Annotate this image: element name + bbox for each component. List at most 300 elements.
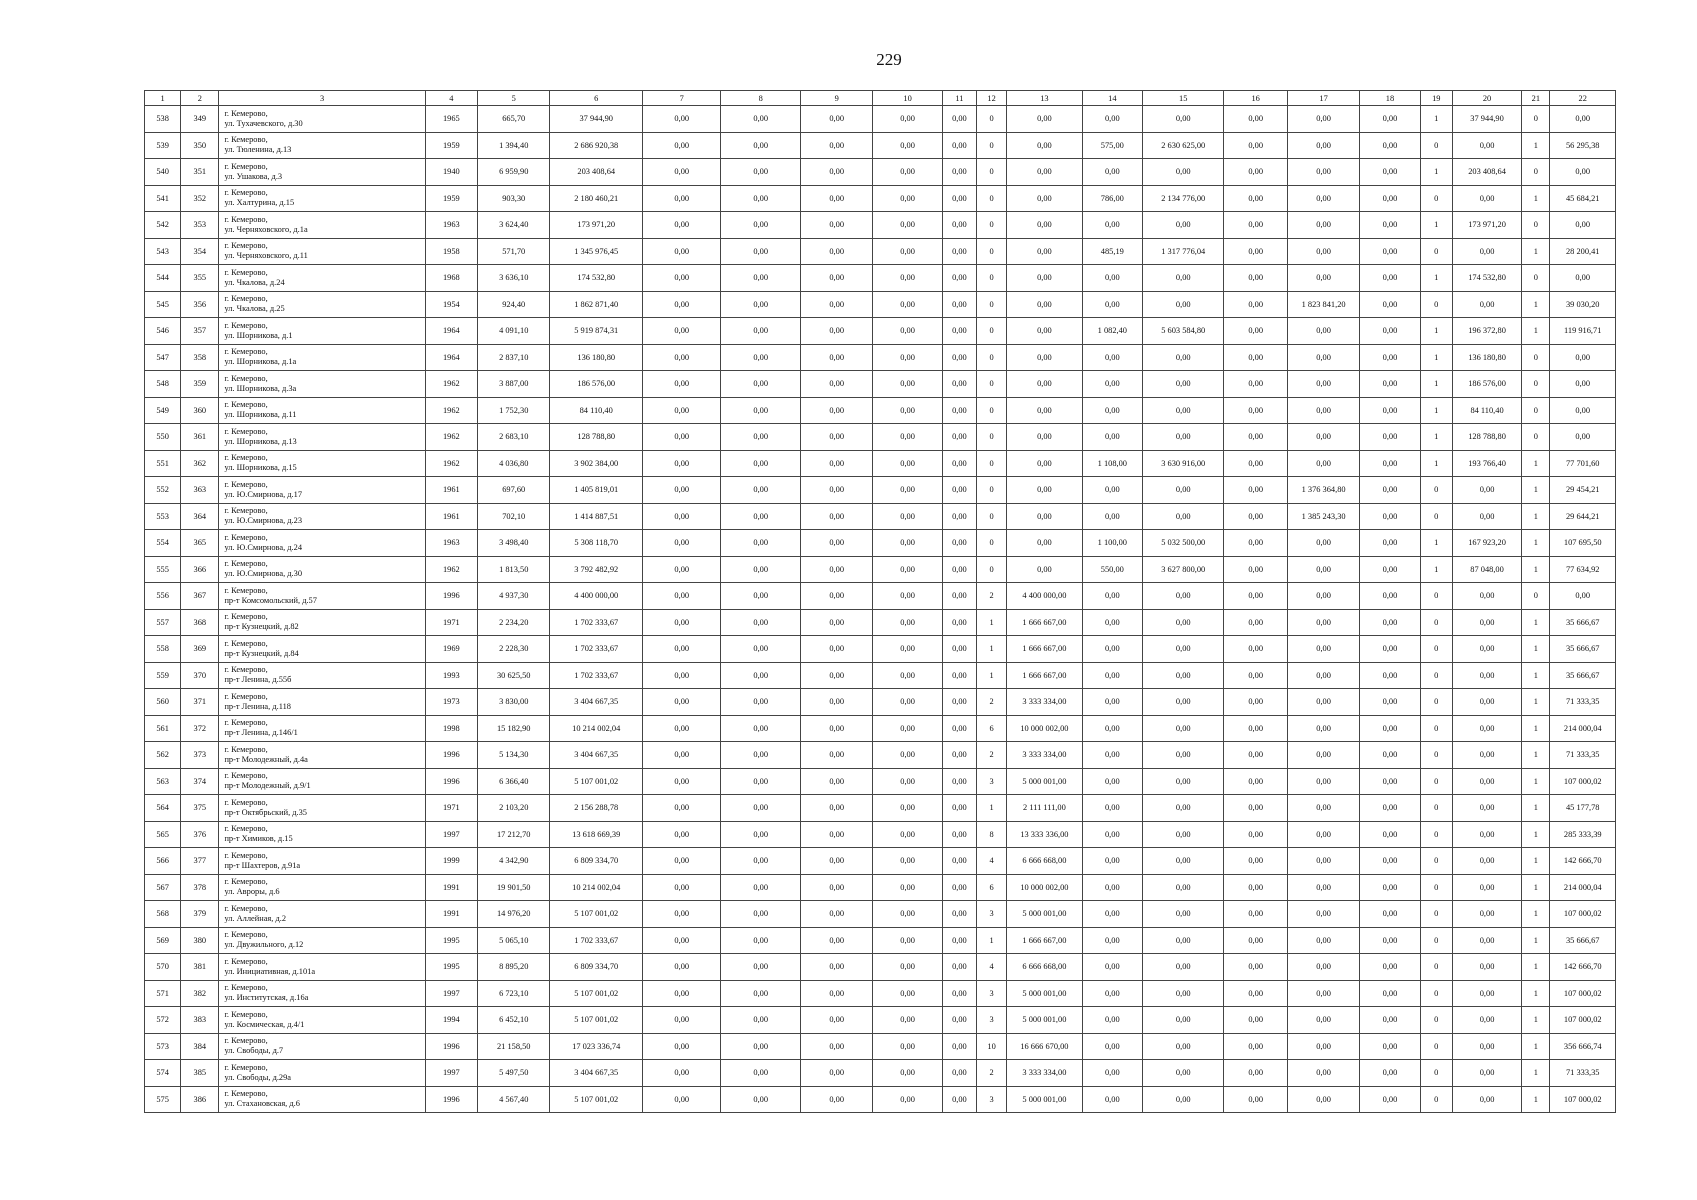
cell-col-8: 0,00 <box>721 318 800 345</box>
cell-col-19: 1 <box>1420 212 1452 239</box>
address-street: ул. Свободы, д.7 <box>224 1046 284 1056</box>
address-cell <box>219 768 425 795</box>
cell-col-11: 0,00 <box>942 185 976 212</box>
address-cell <box>219 503 425 530</box>
address-street: ул. Тюленина, д.13 <box>224 145 292 155</box>
cell-col-11: 0,00 <box>942 980 976 1007</box>
cell-col-8: 0,00 <box>721 927 800 954</box>
cell-col-2: 381 <box>181 954 219 981</box>
cell-col-4: 1969 <box>425 636 477 663</box>
cell-col-8: 0,00 <box>721 424 800 451</box>
cell-col-16: 0,00 <box>1224 980 1287 1007</box>
column-header: 1 <box>145 91 181 106</box>
address-city: г. Кемерово, <box>224 824 268 834</box>
cell-col-1: 572 <box>145 1007 181 1034</box>
cell-col-17: 0,00 <box>1287 609 1359 636</box>
cell-col-21: 1 <box>1522 609 1550 636</box>
cell-col-9: 0,00 <box>800 795 872 822</box>
cell-col-10: 0,00 <box>873 901 942 928</box>
cell-col-14: 0,00 <box>1082 874 1142 901</box>
cell-col-5: 21 158,50 <box>478 1033 550 1060</box>
cell-col-20: 87 048,00 <box>1452 556 1521 583</box>
cell-col-7: 0,00 <box>643 477 721 504</box>
cell-col-21: 1 <box>1522 450 1550 477</box>
address-street: ул. Свободы, д.29а <box>224 1072 292 1082</box>
address-street: ул. Аллейная, д.2 <box>224 913 287 923</box>
cell-col-17: 0,00 <box>1287 238 1359 265</box>
cell-col-13: 5 000 001,00 <box>1007 980 1082 1007</box>
cell-col-8: 0,00 <box>721 689 800 716</box>
table-row <box>145 1007 1616 1034</box>
cell-col-21: 1 <box>1522 477 1550 504</box>
cell-col-19: 1 <box>1420 371 1452 398</box>
column-header: 9 <box>800 91 872 106</box>
cell-col-9: 0,00 <box>800 556 872 583</box>
cell-col-20: 174 532,80 <box>1452 265 1521 292</box>
address-street: пр-т Молодежный, д.4а <box>224 754 308 764</box>
cell-col-19: 1 <box>1420 344 1452 371</box>
address-city: г. Кемерово, <box>224 506 268 516</box>
cell-col-13: 1 666 667,00 <box>1007 927 1082 954</box>
address-cell <box>219 927 425 954</box>
cell-col-19: 0 <box>1420 768 1452 795</box>
cell-col-7: 0,00 <box>643 1033 721 1060</box>
cell-col-7: 0,00 <box>643 715 721 742</box>
cell-col-16: 0,00 <box>1224 106 1287 133</box>
cell-col-5: 14 976,20 <box>478 901 550 928</box>
cell-col-9: 0,00 <box>800 1033 872 1060</box>
cell-col-11: 0,00 <box>942 689 976 716</box>
cell-col-1: 564 <box>145 795 181 822</box>
cell-col-8: 0,00 <box>721 1007 800 1034</box>
cell-col-12: 0 <box>977 477 1007 504</box>
cell-col-9: 0,00 <box>800 159 872 186</box>
cell-col-9: 0,00 <box>800 530 872 557</box>
cell-col-22: 45 177,78 <box>1550 795 1616 822</box>
cell-col-20: 0,00 <box>1452 238 1521 265</box>
cell-col-8: 0,00 <box>721 848 800 875</box>
cell-col-12: 0 <box>977 106 1007 133</box>
cell-col-17: 0,00 <box>1287 344 1359 371</box>
cell-col-11: 0,00 <box>942 1007 976 1034</box>
cell-col-9: 0,00 <box>800 1086 872 1113</box>
address-cell <box>219 106 425 133</box>
cell-col-9: 0,00 <box>800 477 872 504</box>
address-street: ул. Ю.Смирнова, д.17 <box>224 489 303 499</box>
cell-col-9: 0,00 <box>800 132 872 159</box>
cell-col-12: 3 <box>977 980 1007 1007</box>
cell-col-22: 107 000,02 <box>1550 980 1616 1007</box>
address-cell <box>219 212 425 239</box>
cell-col-10: 0,00 <box>873 159 942 186</box>
cell-col-22: 0,00 <box>1550 371 1616 398</box>
address-street: ул. Ю.Смирнова, д.23 <box>224 516 303 526</box>
cell-col-16: 0,00 <box>1224 371 1287 398</box>
cell-col-19: 0 <box>1420 715 1452 742</box>
cell-col-22: 214 000,04 <box>1550 874 1616 901</box>
cell-col-22: 356 666,74 <box>1550 1033 1616 1060</box>
cell-col-2: 362 <box>181 450 219 477</box>
cell-col-2: 349 <box>181 106 219 133</box>
cell-col-14: 1 100,00 <box>1082 530 1142 557</box>
cell-col-1: 538 <box>145 106 181 133</box>
cell-col-13: 10 000 002,00 <box>1007 715 1082 742</box>
cell-col-7: 0,00 <box>643 821 721 848</box>
cell-col-1: 561 <box>145 715 181 742</box>
cell-col-7: 0,00 <box>643 344 721 371</box>
cell-col-12: 1 <box>977 662 1007 689</box>
cell-col-13: 0,00 <box>1007 397 1082 424</box>
address-cell <box>219 424 425 451</box>
cell-col-2: 351 <box>181 159 219 186</box>
cell-col-17: 1 385 243,30 <box>1287 503 1359 530</box>
table-row <box>145 980 1616 1007</box>
cell-col-14: 0,00 <box>1082 954 1142 981</box>
cell-col-15: 0,00 <box>1143 265 1224 292</box>
table-row <box>145 689 1616 716</box>
cell-col-14: 0,00 <box>1082 291 1142 318</box>
cell-col-21: 1 <box>1522 954 1550 981</box>
address-city: г. Кемерово, <box>224 585 268 595</box>
cell-col-6: 173 971,20 <box>550 212 643 239</box>
address-street: ул. Халтурина, д.15 <box>224 198 295 208</box>
cell-col-22: 107 000,02 <box>1550 901 1616 928</box>
cell-col-1: 559 <box>145 662 181 689</box>
cell-col-5: 702,10 <box>478 503 550 530</box>
cell-col-9: 0,00 <box>800 609 872 636</box>
table-row <box>145 954 1616 981</box>
cell-col-18: 0,00 <box>1360 609 1420 636</box>
cell-col-20: 196 372,80 <box>1452 318 1521 345</box>
cell-col-19: 0 <box>1420 795 1452 822</box>
cell-col-8: 0,00 <box>721 1033 800 1060</box>
cell-col-21: 0 <box>1522 106 1550 133</box>
header-row <box>145 91 1616 106</box>
cell-col-14: 575,00 <box>1082 132 1142 159</box>
cell-col-8: 0,00 <box>721 795 800 822</box>
cell-col-20: 0,00 <box>1452 848 1521 875</box>
cell-col-15: 0,00 <box>1143 1086 1224 1113</box>
cell-col-4: 1996 <box>425 1033 477 1060</box>
address-city: г. Кемерово, <box>224 108 268 118</box>
address-street: пр-т Ленина, д.118 <box>224 701 291 711</box>
cell-col-9: 0,00 <box>800 821 872 848</box>
cell-col-4: 1994 <box>425 1007 477 1034</box>
cell-col-20: 0,00 <box>1452 662 1521 689</box>
address-street: ул. Авроры, д.6 <box>224 887 280 897</box>
cell-col-13: 0,00 <box>1007 212 1082 239</box>
column-header: 15 <box>1143 91 1224 106</box>
address-street: пр-т Ленина, д.146/1 <box>224 728 298 738</box>
cell-col-12: 6 <box>977 715 1007 742</box>
address-city: г. Кемерово, <box>224 400 268 410</box>
cell-col-6: 3 902 384,00 <box>550 450 643 477</box>
cell-col-15: 0,00 <box>1143 344 1224 371</box>
cell-col-10: 0,00 <box>873 397 942 424</box>
cell-col-19: 1 <box>1420 556 1452 583</box>
cell-col-17: 0,00 <box>1287 742 1359 769</box>
cell-col-8: 0,00 <box>721 238 800 265</box>
address-street: ул. Институтская, д.16а <box>224 993 309 1003</box>
cell-col-13: 0,00 <box>1007 344 1082 371</box>
cell-col-14: 0,00 <box>1082 1086 1142 1113</box>
address-city: г. Кемерово, <box>224 1036 268 1046</box>
cell-col-19: 1 <box>1420 265 1452 292</box>
cell-col-11: 0,00 <box>942 609 976 636</box>
cell-col-16: 0,00 <box>1224 503 1287 530</box>
cell-col-22: 285 333,39 <box>1550 821 1616 848</box>
cell-col-20: 0,00 <box>1452 132 1521 159</box>
cell-col-22: 107 000,02 <box>1550 1086 1616 1113</box>
cell-col-14: 0,00 <box>1082 715 1142 742</box>
column-header: 18 <box>1360 91 1420 106</box>
cell-col-4: 1940 <box>425 159 477 186</box>
cell-col-22: 0,00 <box>1550 159 1616 186</box>
cell-col-5: 3 887,00 <box>478 371 550 398</box>
cell-col-18: 0,00 <box>1360 185 1420 212</box>
table-row <box>145 742 1616 769</box>
cell-col-4: 1999 <box>425 848 477 875</box>
cell-col-4: 1965 <box>425 106 477 133</box>
address-street: ул. Черняховского, д.11 <box>224 251 308 261</box>
cell-col-18: 0,00 <box>1360 848 1420 875</box>
cell-col-4: 1961 <box>425 503 477 530</box>
cell-col-13: 13 333 336,00 <box>1007 821 1082 848</box>
cell-col-20: 0,00 <box>1452 636 1521 663</box>
cell-col-9: 0,00 <box>800 397 872 424</box>
column-header: 19 <box>1420 91 1452 106</box>
cell-col-10: 0,00 <box>873 556 942 583</box>
cell-col-14: 0,00 <box>1082 1060 1142 1087</box>
cell-col-6: 5 107 001,02 <box>550 1086 643 1113</box>
cell-col-15: 0,00 <box>1143 715 1224 742</box>
cell-col-4: 1962 <box>425 450 477 477</box>
address-cell <box>219 583 425 610</box>
cell-col-22: 214 000,04 <box>1550 715 1616 742</box>
cell-col-22: 29 454,21 <box>1550 477 1616 504</box>
table-row <box>145 874 1616 901</box>
cell-col-20: 0,00 <box>1452 715 1521 742</box>
cell-col-16: 0,00 <box>1224 742 1287 769</box>
cell-col-14: 0,00 <box>1082 636 1142 663</box>
cell-col-21: 1 <box>1522 662 1550 689</box>
cell-col-6: 136 180,80 <box>550 344 643 371</box>
cell-col-2: 353 <box>181 212 219 239</box>
table-row <box>145 1033 1616 1060</box>
cell-col-21: 1 <box>1522 715 1550 742</box>
cell-col-4: 1958 <box>425 238 477 265</box>
address-cell <box>219 291 425 318</box>
address-city: г. Кемерово, <box>224 930 268 940</box>
cell-col-12: 1 <box>977 927 1007 954</box>
cell-col-20: 0,00 <box>1452 1060 1521 1087</box>
cell-col-17: 0,00 <box>1287 768 1359 795</box>
cell-col-11: 0,00 <box>942 344 976 371</box>
cell-col-9: 0,00 <box>800 265 872 292</box>
cell-col-15: 0,00 <box>1143 848 1224 875</box>
cell-col-18: 0,00 <box>1360 530 1420 557</box>
cell-col-20: 0,00 <box>1452 795 1521 822</box>
cell-col-4: 1959 <box>425 185 477 212</box>
cell-col-20: 37 944,90 <box>1452 106 1521 133</box>
address-street: ул. Стахановская, д.6 <box>224 1099 300 1109</box>
cell-col-16: 0,00 <box>1224 689 1287 716</box>
cell-col-20: 0,00 <box>1452 583 1521 610</box>
cell-col-15: 0,00 <box>1143 742 1224 769</box>
cell-col-13: 0,00 <box>1007 450 1082 477</box>
cell-col-21: 1 <box>1522 556 1550 583</box>
cell-col-4: 1973 <box>425 689 477 716</box>
cell-col-2: 352 <box>181 185 219 212</box>
cell-col-11: 0,00 <box>942 318 976 345</box>
address-city: г. Кемерово, <box>224 744 268 754</box>
cell-col-10: 0,00 <box>873 371 942 398</box>
cell-col-18: 0,00 <box>1360 795 1420 822</box>
data-table <box>144 90 1616 1113</box>
cell-col-4: 1959 <box>425 132 477 159</box>
cell-col-10: 0,00 <box>873 954 942 981</box>
cell-col-15: 0,00 <box>1143 1060 1224 1087</box>
cell-col-21: 1 <box>1522 927 1550 954</box>
cell-col-14: 0,00 <box>1082 371 1142 398</box>
cell-col-19: 0 <box>1420 980 1452 1007</box>
cell-col-8: 0,00 <box>721 1060 800 1087</box>
cell-col-6: 128 788,80 <box>550 424 643 451</box>
cell-col-18: 0,00 <box>1360 344 1420 371</box>
cell-col-1: 566 <box>145 848 181 875</box>
cell-col-7: 0,00 <box>643 583 721 610</box>
address-city: г. Кемерово, <box>224 347 268 357</box>
column-header: 22 <box>1550 91 1616 106</box>
cell-col-8: 0,00 <box>721 530 800 557</box>
cell-col-8: 0,00 <box>721 132 800 159</box>
cell-col-19: 1 <box>1420 318 1452 345</box>
cell-col-4: 1996 <box>425 768 477 795</box>
address-city: г. Кемерово, <box>224 161 268 171</box>
cell-col-5: 571,70 <box>478 238 550 265</box>
cell-col-15: 5 032 500,00 <box>1143 530 1224 557</box>
cell-col-17: 0,00 <box>1287 662 1359 689</box>
cell-col-1: 550 <box>145 424 181 451</box>
cell-col-1: 546 <box>145 318 181 345</box>
cell-col-6: 84 110,40 <box>550 397 643 424</box>
cell-col-16: 0,00 <box>1224 132 1287 159</box>
cell-col-10: 0,00 <box>873 238 942 265</box>
cell-col-18: 0,00 <box>1360 662 1420 689</box>
cell-col-6: 17 023 336,74 <box>550 1033 643 1060</box>
cell-col-17: 0,00 <box>1287 715 1359 742</box>
cell-col-10: 0,00 <box>873 291 942 318</box>
cell-col-16: 0,00 <box>1224 477 1287 504</box>
address-cell <box>219 238 425 265</box>
cell-col-9: 0,00 <box>800 689 872 716</box>
cell-col-5: 5 065,10 <box>478 927 550 954</box>
cell-col-1: 548 <box>145 371 181 398</box>
address-cell <box>219 742 425 769</box>
cell-col-20: 0,00 <box>1452 954 1521 981</box>
cell-col-2: 369 <box>181 636 219 663</box>
table-row <box>145 318 1616 345</box>
cell-col-20: 0,00 <box>1452 927 1521 954</box>
cell-col-2: 366 <box>181 556 219 583</box>
cell-col-18: 0,00 <box>1360 1086 1420 1113</box>
cell-col-4: 1991 <box>425 901 477 928</box>
cell-col-9: 0,00 <box>800 980 872 1007</box>
cell-col-18: 0,00 <box>1360 821 1420 848</box>
cell-col-6: 6 809 334,70 <box>550 848 643 875</box>
cell-col-10: 0,00 <box>873 689 942 716</box>
address-city: г. Кемерово, <box>224 373 268 383</box>
cell-col-10: 0,00 <box>873 1060 942 1087</box>
cell-col-15: 0,00 <box>1143 636 1224 663</box>
cell-col-11: 0,00 <box>942 132 976 159</box>
cell-col-5: 6 452,10 <box>478 1007 550 1034</box>
cell-col-5: 3 830,00 <box>478 689 550 716</box>
cell-col-21: 1 <box>1522 291 1550 318</box>
cell-col-7: 0,00 <box>643 927 721 954</box>
cell-col-7: 0,00 <box>643 901 721 928</box>
cell-col-1: 562 <box>145 742 181 769</box>
cell-col-16: 0,00 <box>1224 212 1287 239</box>
cell-col-15: 0,00 <box>1143 291 1224 318</box>
cell-col-13: 16 666 670,00 <box>1007 1033 1082 1060</box>
address-city: г. Кемерово, <box>224 241 268 251</box>
cell-col-14: 0,00 <box>1082 848 1142 875</box>
address-cell <box>219 609 425 636</box>
cell-col-17: 0,00 <box>1287 424 1359 451</box>
cell-col-12: 0 <box>977 450 1007 477</box>
cell-col-9: 0,00 <box>800 662 872 689</box>
table-row <box>145 132 1616 159</box>
cell-col-12: 0 <box>977 238 1007 265</box>
cell-col-16: 0,00 <box>1224 768 1287 795</box>
address-street: пр-т Ленина, д.55б <box>224 675 292 685</box>
cell-col-15: 0,00 <box>1143 503 1224 530</box>
cell-col-7: 0,00 <box>643 450 721 477</box>
cell-col-12: 2 <box>977 1060 1007 1087</box>
table-row <box>145 503 1616 530</box>
cell-col-9: 0,00 <box>800 1060 872 1087</box>
cell-col-16: 0,00 <box>1224 662 1287 689</box>
cell-col-4: 1954 <box>425 291 477 318</box>
cell-col-9: 0,00 <box>800 212 872 239</box>
cell-col-10: 0,00 <box>873 344 942 371</box>
cell-col-13: 5 000 001,00 <box>1007 901 1082 928</box>
cell-col-20: 203 408,64 <box>1452 159 1521 186</box>
cell-col-12: 0 <box>977 132 1007 159</box>
cell-col-15: 5 603 584,80 <box>1143 318 1224 345</box>
cell-col-13: 0,00 <box>1007 530 1082 557</box>
address-city: г. Кемерово, <box>224 294 268 304</box>
cell-col-21: 1 <box>1522 132 1550 159</box>
cell-col-5: 665,70 <box>478 106 550 133</box>
cell-col-18: 0,00 <box>1360 477 1420 504</box>
cell-col-11: 0,00 <box>942 238 976 265</box>
address-city: г. Кемерово, <box>224 612 268 622</box>
cell-col-16: 0,00 <box>1224 291 1287 318</box>
cell-col-22: 77 701,60 <box>1550 450 1616 477</box>
cell-col-22: 29 644,21 <box>1550 503 1616 530</box>
cell-col-1: 570 <box>145 954 181 981</box>
address-street: ул. Двужильного, д.12 <box>224 940 304 950</box>
cell-col-2: 367 <box>181 583 219 610</box>
address-city: г. Кемерово, <box>224 691 268 701</box>
cell-col-18: 0,00 <box>1360 742 1420 769</box>
cell-col-18: 0,00 <box>1360 689 1420 716</box>
cell-col-18: 0,00 <box>1360 636 1420 663</box>
cell-col-7: 0,00 <box>643 795 721 822</box>
cell-col-5: 2 234,20 <box>478 609 550 636</box>
